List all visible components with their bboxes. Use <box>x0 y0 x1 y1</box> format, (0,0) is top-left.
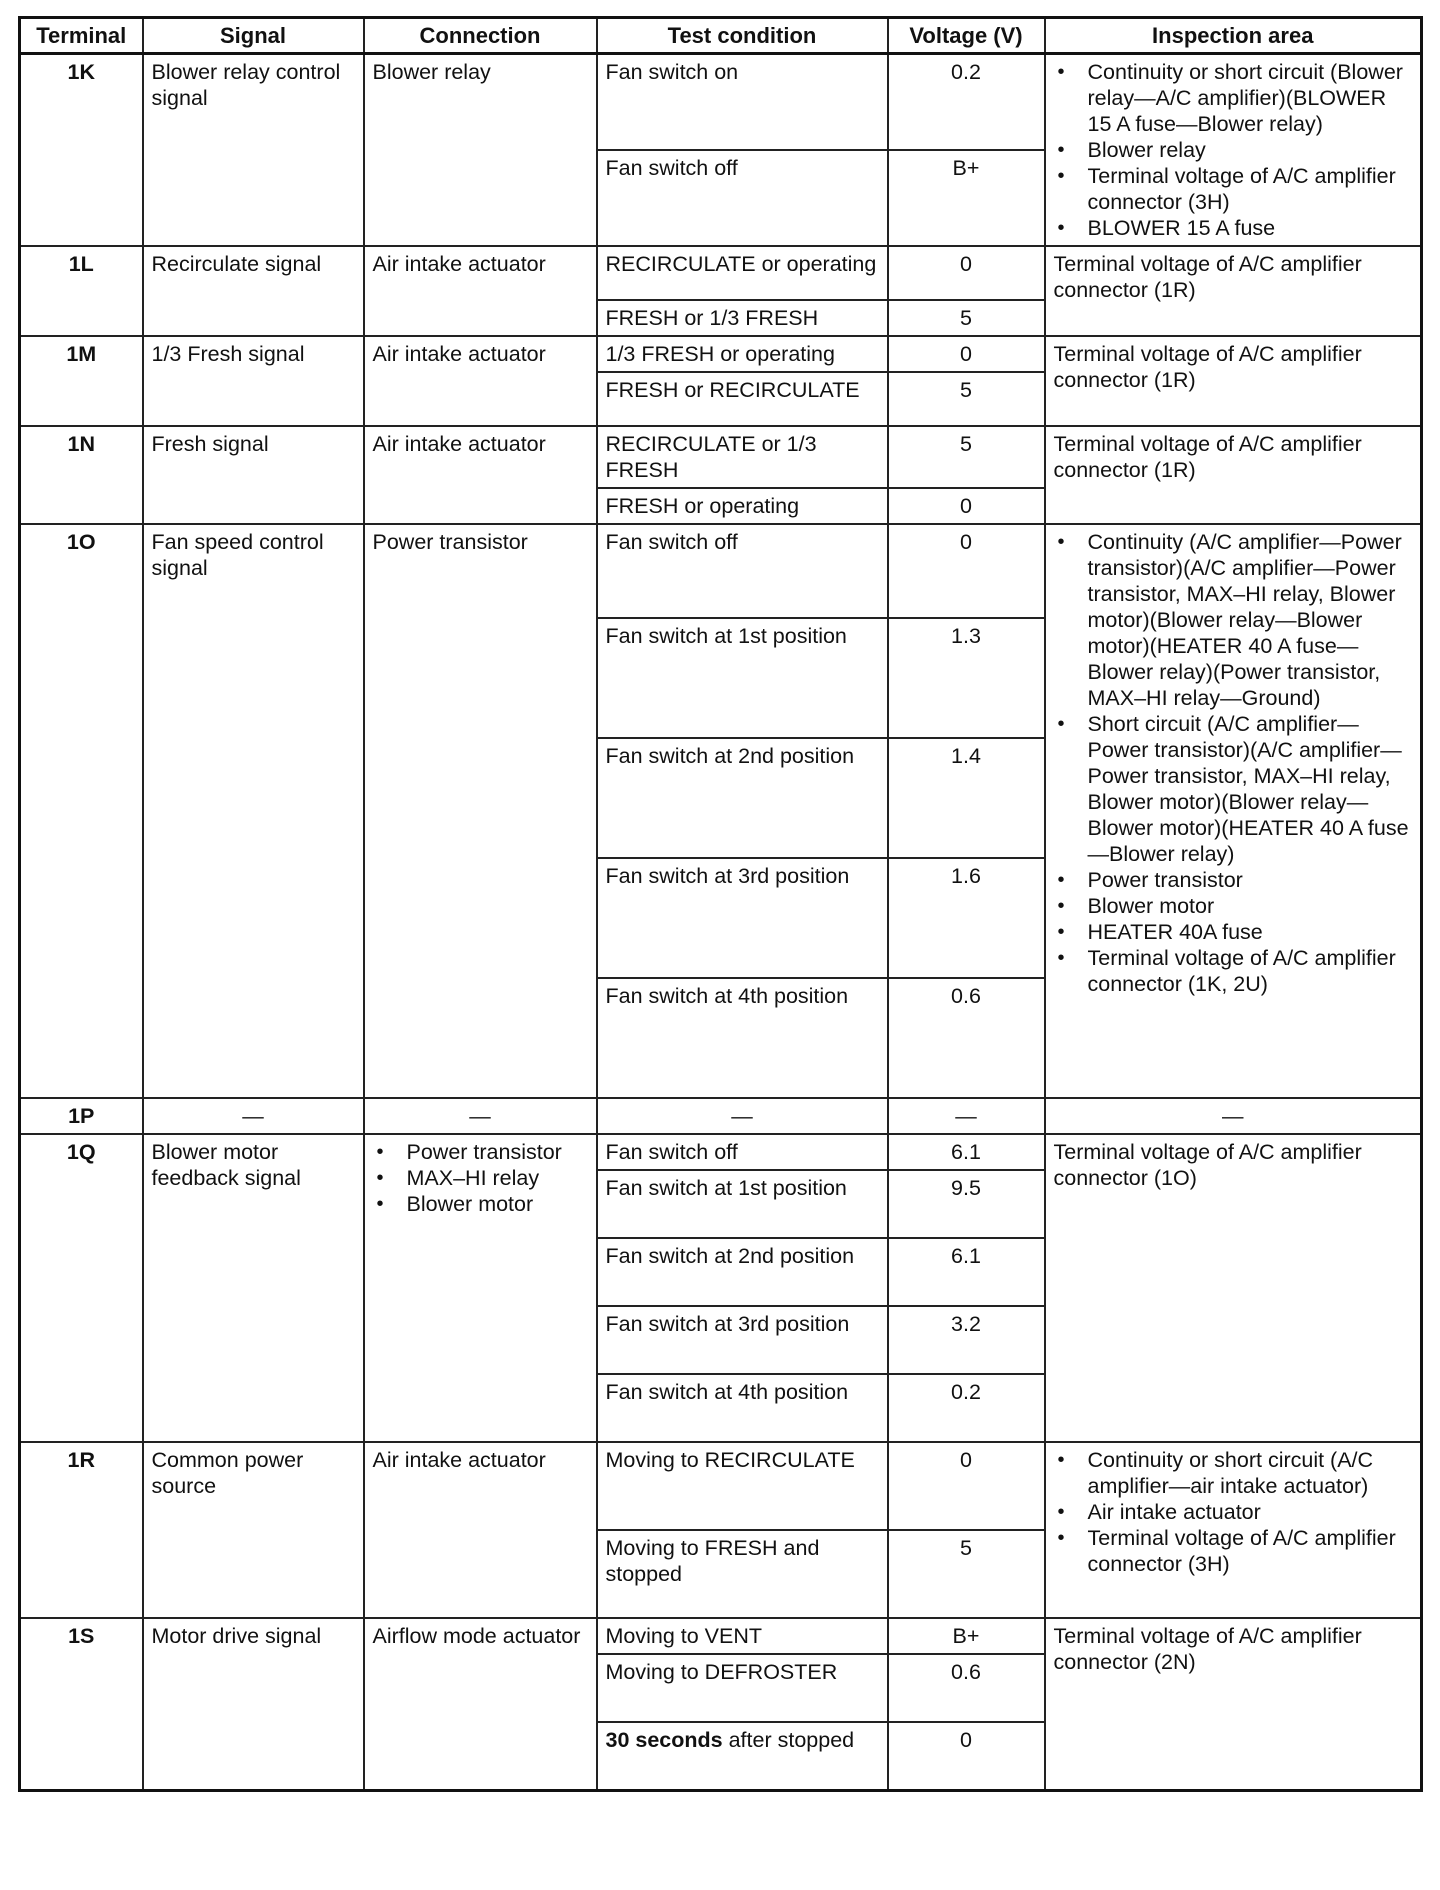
voltage-cell: 0.6 <box>888 978 1045 1098</box>
signal-cell: Fresh signal <box>143 426 364 524</box>
voltage-cell: 3.2 <box>888 1306 1045 1374</box>
voltage-cell: 9.5 <box>888 1170 1045 1238</box>
test-condition-cell: RECIRCULATE or 1/3 FRESH <box>597 426 888 488</box>
voltage-cell: 6.1 <box>888 1134 1045 1170</box>
test-condition-cell: Fan switch at 2nd position <box>597 738 888 858</box>
voltage-cell: 1.6 <box>888 858 1045 978</box>
voltage-cell: 0 <box>888 336 1045 372</box>
terminal-cell: 1Q <box>20 1134 143 1442</box>
connection-item: • Blower motor <box>407 1191 588 1217</box>
test-condition-cell: Fan switch at 1st position <box>597 618 888 738</box>
test-condition-cell: Moving to FRESH and stopped <box>597 1530 888 1618</box>
inspection-item: • Continuity or short circuit (A/C amplifier—air intake actuator) <box>1088 1447 1413 1499</box>
signal-cell: 1/3 Fresh signal <box>143 336 364 426</box>
terminal-inspection-sheet <box>18 16 1420 1792</box>
header-voltage: Voltage (V) <box>888 18 1045 54</box>
test-condition-cell: FRESH or operating <box>597 488 888 524</box>
test-condition-cell: FRESH or 1/3 FRESH <box>597 300 888 336</box>
inspection-item: • HEATER 40A fuse <box>1088 919 1413 945</box>
inspection-cell: Terminal voltage of A/C amplifier connector (1R) <box>1045 246 1422 336</box>
voltage-cell: 0 <box>888 488 1045 524</box>
test-condition-cell: Fan switch at 3rd position <box>597 858 888 978</box>
test-condition-cell: Fan switch at 1st position <box>597 1170 888 1238</box>
voltage-cell: 0.2 <box>888 1374 1045 1442</box>
inspection-item: • Continuity or short circuit (Blower relay—A/C amplifier)(BLOWER 15 A fuse—Blower relay) <box>1088 59 1413 137</box>
test-condition-cell: 1/3 FRESH or operating <box>597 336 888 372</box>
terminal-cell: 1K <box>20 54 143 247</box>
inspection-list <box>1054 1447 1413 1577</box>
test-condition-cell: Fan switch off <box>597 150 888 246</box>
header-connection: Connection <box>364 18 597 54</box>
connection-list <box>373 1139 588 1217</box>
voltage-cell: B+ <box>888 150 1045 246</box>
signal-cell: Recirculate signal <box>143 246 364 336</box>
voltage-cell: 5 <box>888 300 1045 336</box>
table-row <box>20 336 1422 372</box>
inspection-item: • Short circuit (A/C amplifier—Power transistor)(A/C amplifier—Power transistor, MAX–HI relay, Blower motor)(Blower relay—Blower motor)(HEATER 40 A fuse—Blower relay) <box>1088 711 1413 867</box>
connection-cell: Air intake actuator <box>364 336 597 426</box>
signal-cell: Blower motor feedback signal <box>143 1134 364 1442</box>
voltage-cell: — <box>888 1098 1045 1134</box>
test-condition-cell: Fan switch at 2nd position <box>597 1238 888 1306</box>
inspection-item: • BLOWER 15 A fuse <box>1088 215 1413 241</box>
voltage-cell: 6.1 <box>888 1238 1045 1306</box>
connection-cell: Power transistor <box>364 524 597 1098</box>
voltage-cell: 0.6 <box>888 1654 1045 1722</box>
terminal-cell: 1N <box>20 426 143 524</box>
voltage-cell: 1.3 <box>888 618 1045 738</box>
voltage-cell: 5 <box>888 426 1045 488</box>
inspection-cell <box>1045 524 1422 1098</box>
inspection-cell <box>1045 54 1422 247</box>
test-condition-cell: RECIRCULATE or operating <box>597 246 888 300</box>
inspection-item: • Terminal voltage of A/C amplifier connector (3H) <box>1088 1525 1413 1577</box>
connection-cell: Air intake actuator <box>364 1442 597 1618</box>
header-signal: Signal <box>143 18 364 54</box>
signal-cell: Motor drive signal <box>143 1618 364 1790</box>
inspection-cell: Terminal voltage of A/C amplifier connector (1R) <box>1045 336 1422 426</box>
terminal-cell: 1P <box>20 1098 143 1134</box>
header-inspection-area: Inspection area <box>1045 18 1422 54</box>
table-row <box>20 246 1422 300</box>
signal-cell: — <box>143 1098 364 1134</box>
connection-cell: Air intake actuator <box>364 246 597 336</box>
table-row <box>20 1098 1422 1134</box>
inspection-item: • Air intake actuator <box>1088 1499 1413 1525</box>
inspection-list <box>1054 529 1413 997</box>
table-row <box>20 524 1422 618</box>
voltage-cell: 5 <box>888 372 1045 426</box>
voltage-cell: 1.4 <box>888 738 1045 858</box>
table-row <box>20 1134 1422 1170</box>
voltage-cell: 0 <box>888 524 1045 618</box>
condition-emphasis: 30 seconds <box>605 1728 723 1752</box>
test-condition-cell: FRESH or RECIRCULATE <box>597 372 888 426</box>
voltage-cell: B+ <box>888 1618 1045 1654</box>
signal-cell: Blower relay control signal <box>143 54 364 247</box>
terminal-cell: 1M <box>20 336 143 426</box>
voltage-cell: 0 <box>888 1442 1045 1530</box>
connection-item: • MAX–HI relay <box>407 1165 588 1191</box>
inspection-item: • Blower motor <box>1088 893 1413 919</box>
connection-cell: Airflow mode actuator <box>364 1618 597 1790</box>
terminal-cell: 1L <box>20 246 143 336</box>
inspection-item: • Continuity (A/C amplifier—Power transistor)(A/C amplifier—Power transistor, MAX–HI relay, Blower motor)(Blower relay—Blower motor)(HEATER 40 A fuse—Blower relay)(Power transistor, MAX–HI relay—Ground) <box>1088 529 1413 711</box>
test-condition-cell <box>597 1722 888 1790</box>
inspection-item: • Terminal voltage of A/C amplifier connector (1K, 2U) <box>1088 945 1413 997</box>
table-row <box>20 54 1422 150</box>
terminal-cell: 1O <box>20 524 143 1098</box>
voltage-cell: 0 <box>888 246 1045 300</box>
test-condition-cell: Fan switch off <box>597 524 888 618</box>
connection-cell: Blower relay <box>364 54 597 247</box>
terminal-cell: 1R <box>20 1442 143 1618</box>
table-header-row <box>20 18 1422 54</box>
inspection-cell: Terminal voltage of A/C amplifier connector (2N) <box>1045 1618 1422 1790</box>
test-condition-cell: Fan switch at 4th position <box>597 978 888 1098</box>
table-row <box>20 1442 1422 1530</box>
voltage-cell: 5 <box>888 1530 1045 1618</box>
test-condition-cell: Moving to VENT <box>597 1618 888 1654</box>
test-condition-cell: Fan switch at 3rd position <box>597 1306 888 1374</box>
test-condition-cell: Moving to DEFROSTER <box>597 1654 888 1722</box>
inspection-list <box>1054 59 1413 241</box>
signal-cell: Fan speed control signal <box>143 524 364 1098</box>
header-test-condition: Test condition <box>597 18 888 54</box>
table-row <box>20 426 1422 488</box>
inspection-cell: Terminal voltage of A/C amplifier connector (1R) <box>1045 426 1422 524</box>
test-condition-cell: Fan switch at 4th position <box>597 1374 888 1442</box>
connection-item: • Power transistor <box>407 1139 588 1165</box>
inspection-item: • Blower relay <box>1088 137 1413 163</box>
table-row <box>20 1618 1422 1654</box>
inspection-cell: Terminal voltage of A/C amplifier connector (1O) <box>1045 1134 1422 1442</box>
test-condition-cell: Fan switch off <box>597 1134 888 1170</box>
connection-cell: Air intake actuator <box>364 426 597 524</box>
terminal-cell: 1S <box>20 1618 143 1790</box>
condition-text: after stopped <box>722 1728 855 1752</box>
connection-cell: — <box>364 1098 597 1134</box>
connection-cell <box>364 1134 597 1442</box>
inspection-cell <box>1045 1442 1422 1618</box>
voltage-cell: 0.2 <box>888 54 1045 150</box>
voltage-cell: 0 <box>888 1722 1045 1790</box>
test-condition-cell: Moving to RECIRCULATE <box>597 1442 888 1530</box>
inspection-cell: — <box>1045 1098 1422 1134</box>
terminal-table <box>18 16 1423 1792</box>
signal-cell: Common power source <box>143 1442 364 1618</box>
test-condition-cell: Fan switch on <box>597 54 888 150</box>
test-condition-cell: — <box>597 1098 888 1134</box>
inspection-item: • Terminal voltage of A/C amplifier connector (3H) <box>1088 163 1413 215</box>
header-terminal: Terminal <box>20 18 143 54</box>
inspection-item: • Power transistor <box>1088 867 1413 893</box>
